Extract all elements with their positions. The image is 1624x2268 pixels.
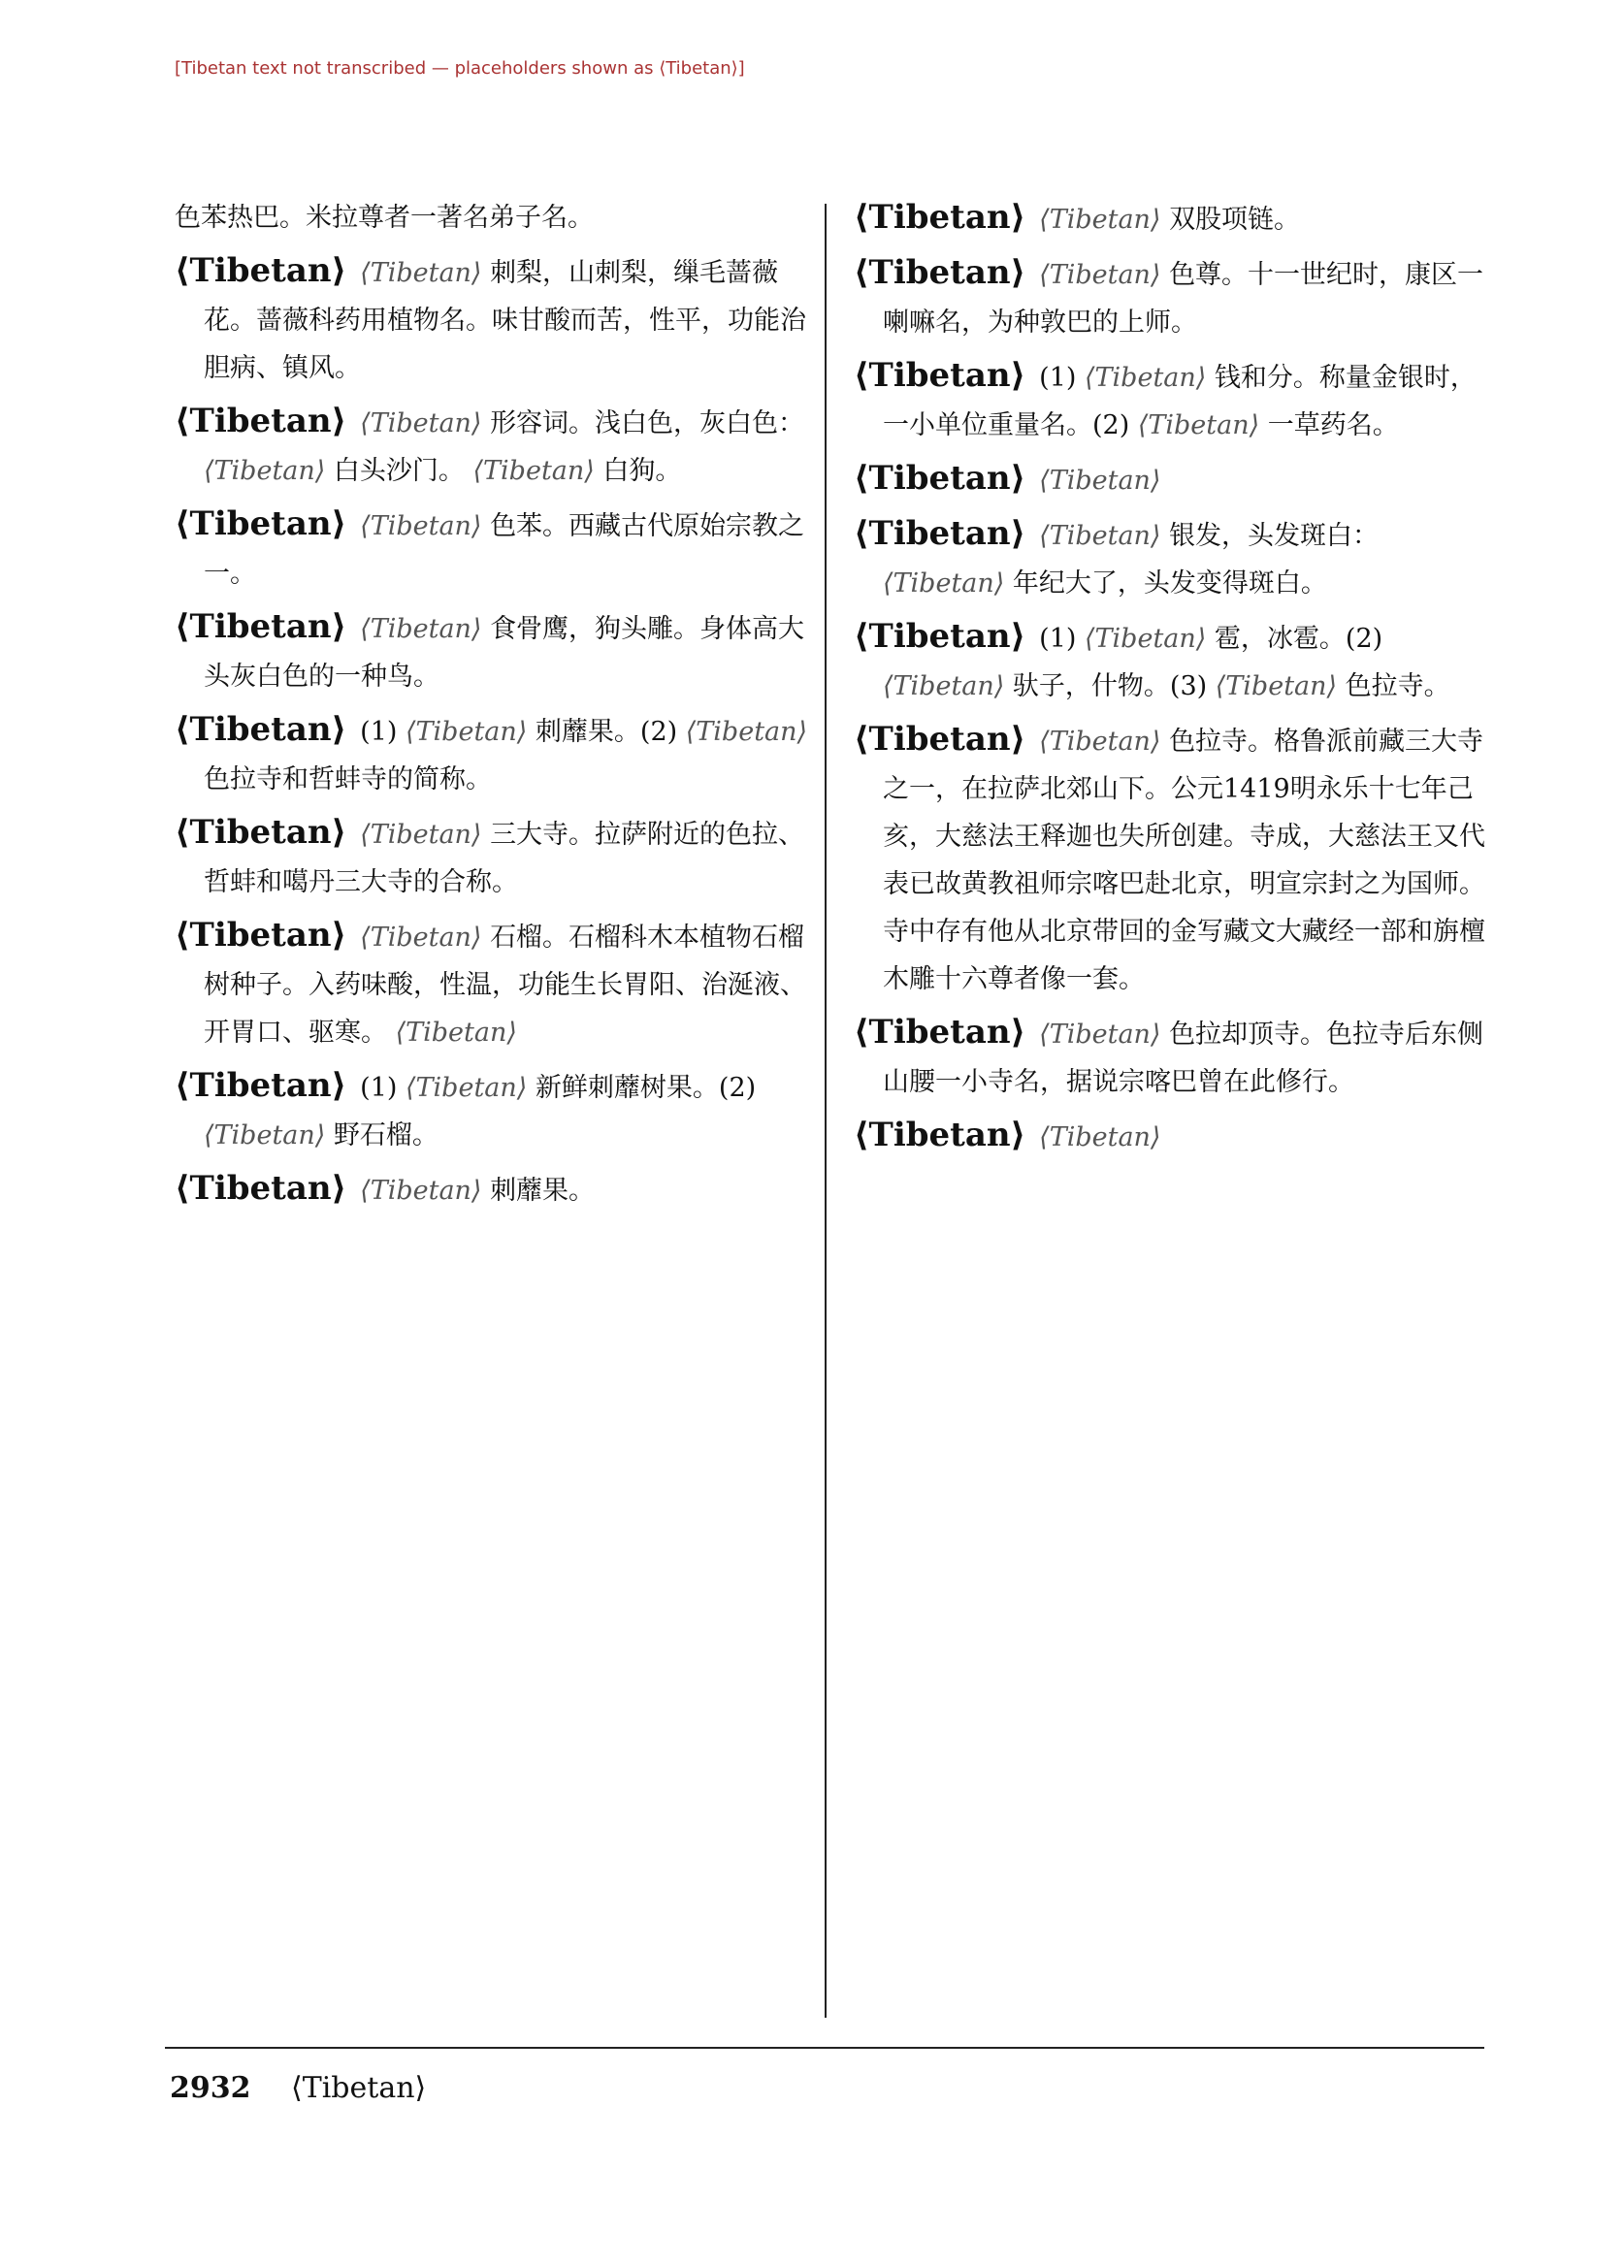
chinese-gloss: 色拉却顶寺。色拉寺后东侧山腰一小寺名，据说宗喀巴曾在此修行。 <box>883 1020 1484 1097</box>
headword: ⟨Tibetan⟩ <box>175 504 347 543</box>
chinese-gloss: 白狗。 <box>602 456 682 486</box>
chinese-gloss: (1) <box>1039 624 1077 654</box>
chinese-gloss: 色尊。十一世纪时，康区一喇嘛名，为种敦巴的上师。 <box>883 260 1484 338</box>
headword: ⟨Tibetan⟩ <box>175 1066 347 1105</box>
dictionary-entry <box>175 501 815 598</box>
chinese-gloss: 雹，冰雹。(2) <box>1214 624 1383 654</box>
tibetan-placeholder: ⟨Tibetan⟩ <box>883 671 1005 701</box>
dictionary-entry <box>175 1062 815 1159</box>
tibetan-placeholder: ⟨Tibetan⟩ <box>685 717 808 747</box>
chinese-gloss: 色拉寺。格鲁派前藏三大寺之一，在拉萨北郊山下。公元1419明永乐十七年己亥，大慈法王释迦也失所创建。寺成，大慈法王又代表已故黄教祖师宗喀巴赴北京，明宣宗封之为国师。寺中存有他从北京带回的金写藏文大藏经一部和旃檀木雕十六尊者像一套。 <box>883 727 1485 994</box>
page-number: 2932 <box>170 2071 251 2105</box>
headword: ⟨Tibetan⟩ <box>175 251 347 290</box>
headword: ⟨Tibetan⟩ <box>854 1013 1026 1052</box>
tibetan-placeholder: ⟨Tibetan⟩ <box>1039 260 1161 290</box>
chinese-gloss: 新鲜刺蘼树果。(2) <box>535 1073 757 1103</box>
dictionary-entry <box>854 510 1494 607</box>
tibetan-placeholder: ⟨Tibetan⟩ <box>1039 1122 1161 1152</box>
tibetan-placeholder: ⟨Tibetan⟩ <box>360 258 482 288</box>
tibetan-placeholder: ⟨Tibetan⟩ <box>406 717 528 747</box>
tibetan-placeholder: ⟨Tibetan⟩ <box>406 1073 528 1103</box>
tibetan-placeholder: ⟨Tibetan⟩ <box>1039 205 1161 235</box>
chinese-gloss: (1) <box>1039 363 1077 393</box>
tibetan-placeholder: ⟨Tibetan⟩ <box>1085 624 1207 654</box>
dictionary-entry <box>175 706 815 803</box>
headword: ⟨Tibetan⟩ <box>854 253 1026 292</box>
headword: ⟨Tibetan⟩ <box>854 720 1026 759</box>
dictionary-entry <box>854 1112 1494 1161</box>
chinese-gloss: 钱和分。称量金银时，一小单位重量名。(2) <box>883 363 1477 440</box>
transcription-notice: [Tibetan text not transcribed — placeholders shown as ⟨Tibetan⟩] <box>175 58 745 79</box>
footer-rule <box>165 2047 1484 2049</box>
chinese-gloss: 年纪大了，头发变得斑白。 <box>1012 568 1327 599</box>
dictionary-entry <box>854 352 1494 449</box>
dictionary-entry <box>854 716 1494 1003</box>
right-column <box>854 194 1494 1167</box>
tibetan-placeholder: ⟨Tibetan⟩ <box>1039 727 1161 757</box>
dictionary-entry <box>175 809 815 906</box>
chinese-gloss: 三大寺。拉萨附近的色拉、哲蚌和噶丹三大寺的合称。 <box>204 820 805 897</box>
chinese-gloss: 一草药名。 <box>1267 410 1399 440</box>
section-letter: ⟨Tibetan⟩ <box>291 2071 427 2105</box>
chinese-gloss: 银发，头发斑白： <box>1169 521 1380 551</box>
dictionary-entry <box>175 1165 815 1215</box>
tibetan-placeholder: ⟨Tibetan⟩ <box>883 568 1005 599</box>
headword: ⟨Tibetan⟩ <box>854 356 1026 395</box>
tibetan-placeholder: ⟨Tibetan⟩ <box>360 511 482 541</box>
dictionary-entry <box>854 249 1494 346</box>
tibetan-placeholder: ⟨Tibetan⟩ <box>204 456 326 486</box>
chinese-gloss: 色苯。西藏古代原始宗教之一。 <box>204 511 805 589</box>
chinese-gloss: 色拉寺。 <box>1345 671 1450 701</box>
headword: ⟨Tibetan⟩ <box>854 514 1026 553</box>
dictionary-entry <box>854 613 1494 710</box>
tibetan-placeholder: ⟨Tibetan⟩ <box>1215 671 1338 701</box>
tibetan-placeholder: ⟨Tibetan⟩ <box>472 456 595 486</box>
tibetan-placeholder: ⟨Tibetan⟩ <box>360 408 482 438</box>
tibetan-placeholder: ⟨Tibetan⟩ <box>204 1120 326 1150</box>
dictionary-entry <box>854 455 1494 504</box>
headword: ⟨Tibetan⟩ <box>175 402 347 440</box>
chinese-gloss: 食骨鹰，狗头雕。身体高大头灰白色的一种鸟。 <box>204 614 805 692</box>
headword: ⟨Tibetan⟩ <box>854 1116 1026 1154</box>
chinese-gloss: 石榴。石榴科木本植物石榴树种子。入药味酸，性温，功能生长胃阳、治涎液、开胃口、驱寒。 <box>204 923 806 1048</box>
headword: ⟨Tibetan⟩ <box>854 198 1026 237</box>
chinese-gloss: 驮子，什物。(3) <box>1012 671 1208 701</box>
headword: ⟨Tibetan⟩ <box>175 607 347 646</box>
tibetan-placeholder: ⟨Tibetan⟩ <box>1137 410 1260 440</box>
chinese-gloss: 双股项链。 <box>1169 205 1301 235</box>
tibetan-placeholder: ⟨Tibetan⟩ <box>360 614 482 644</box>
tibetan-placeholder: ⟨Tibetan⟩ <box>1039 1020 1161 1050</box>
left-column <box>175 194 815 1220</box>
tibetan-placeholder: ⟨Tibetan⟩ <box>1085 363 1207 393</box>
tibetan-placeholder: ⟨Tibetan⟩ <box>395 1018 517 1048</box>
column-divider <box>825 204 827 2018</box>
dictionary-entry <box>175 912 815 1056</box>
dictionary-entry <box>175 247 815 392</box>
headword: ⟨Tibetan⟩ <box>175 813 347 852</box>
chinese-gloss: (1) <box>360 1073 398 1103</box>
headword: ⟨Tibetan⟩ <box>175 916 347 955</box>
headword: ⟨Tibetan⟩ <box>854 459 1026 498</box>
headword: ⟨Tibetan⟩ <box>854 617 1026 656</box>
dictionary-entry <box>175 398 815 495</box>
chinese-gloss: 白头沙门。 <box>333 456 465 486</box>
tibetan-placeholder: ⟨Tibetan⟩ <box>1039 466 1161 496</box>
dictionary-entry <box>854 1009 1494 1106</box>
chinese-gloss: 色拉寺和哲蚌寺的简称。 <box>204 764 492 794</box>
dictionary-entry <box>854 194 1494 243</box>
dictionary-entry <box>175 194 815 242</box>
headword: ⟨Tibetan⟩ <box>175 710 347 749</box>
headword: ⟨Tibetan⟩ <box>175 1169 347 1208</box>
tibetan-placeholder: ⟨Tibetan⟩ <box>360 820 482 850</box>
chinese-gloss: 色苯热巴。米拉尊者一著名弟子名。 <box>175 203 594 233</box>
tibetan-placeholder: ⟨Tibetan⟩ <box>360 1176 482 1206</box>
chinese-gloss: 刺梨，山刺梨，缫毛蔷薇花。蔷薇科药用植物名。味甘酸而苦，性平，功能治胆病、镇风。 <box>204 258 806 383</box>
tibetan-placeholder: ⟨Tibetan⟩ <box>1039 521 1161 551</box>
chinese-gloss: 刺蘼果。(2) <box>535 717 678 747</box>
chinese-gloss: 野石榴。 <box>333 1120 438 1150</box>
tibetan-placeholder: ⟨Tibetan⟩ <box>360 923 482 953</box>
chinese-gloss: (1) <box>360 717 398 747</box>
chinese-gloss: 形容词。浅白色，灰白色： <box>490 408 805 438</box>
chinese-gloss: 刺蘼果。 <box>490 1176 596 1206</box>
dictionary-entry <box>175 603 815 700</box>
